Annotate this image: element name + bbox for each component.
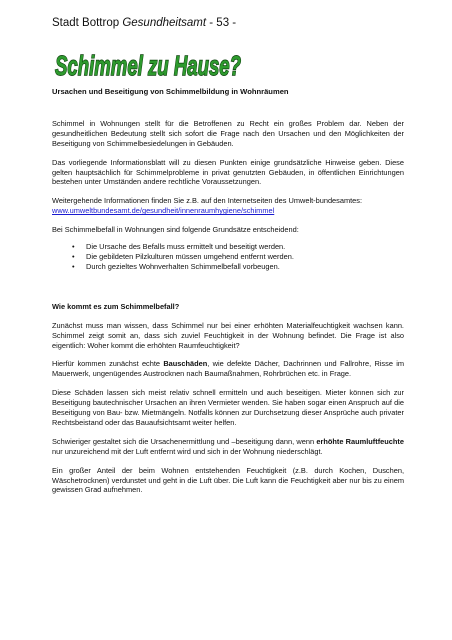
humidity-text-b: nur unzureichend mit der Luft entfernt wird und sich in der Wohnung niederschlägt. <box>52 446 323 456</box>
humidity-text-a: Schwieriger gestaltet sich die Ursachenermittlung und –beseitigung dann, wenn <box>52 436 317 446</box>
list-item: • Durch gezieltes Wohnverhalten Schimmelbefall vorbeugen. <box>52 262 404 272</box>
paragraph-info: Das vorliegende Informationsblatt will zu diesen Punkten einige grundsätzliche Hinweise geben. Diese gelten hauptsächlich für Schimmelprobleme in privat genutzten Gebäuden, in öffentlichen Einrichtungen bestehen unter Umständen andere rechtliche Voraussetzungen. <box>52 157 404 187</box>
paragraph-principles: Bei Schimmelbefall in Wohnungen sind folgende Grundsätze entscheidend: <box>52 225 299 235</box>
humidity-bold: erhöhte Raumluftfeuchte <box>316 436 404 446</box>
paragraph-repair: Diese Schäden lassen sich meist relativ schnell ermitteln und auch beseitigen. Mieter können sich zur Beseitigung bautechnischer Ursachen an ihren Vermieter wenden. Sie haben sogar einen Anspruch auf die Beseitigung von Bau- bzw. Mietmängeln. Notfalls können zur Durchsetzung dieser Ansprüche auch privater Rechtsbeistand oder das Bauaufsichtsamt weiter helfen. <box>52 388 404 427</box>
building-damage-text-a: Hierfür kommen zunächst echte <box>52 359 164 369</box>
paragraph-humidity <box>52 437 404 457</box>
header-department: Gesundheitsamt <box>122 17 207 29</box>
list-item: • Die Ursache des Befalls muss ermittelt und beseitigt werden. <box>52 242 404 252</box>
document-body <box>52 87 404 495</box>
paragraph-building-damage <box>52 359 404 379</box>
building-damage-text-b: , wie defekte Dächer, Dachrinnen und Fallrohre, Risse im Mauerwerk, ungenügendes Austrocknen nach Baumaßnahmen, Rohrbrüchen etc. in Frage. <box>52 359 405 379</box>
paragraph-further-info <box>52 196 404 216</box>
further-info-text: Weitergehende Informationen finden Sie z.B. auf den Internetseiten des Umwelt-bundesamtes: <box>52 196 363 206</box>
page-header <box>52 17 236 29</box>
paragraph-evaporation: Ein großer Anteil der beim Wohnen entstehenden Feuchtigkeit (z.B. durch Kochen, Duschen, Wäschetrocknen) verdunstet und geht in die Luft über. Die Luft kann die Feuchtigkeit aber nur bis zu einem gewissen Grad aufnehmen. <box>52 465 404 495</box>
header-page-number: - 53 - <box>209 17 237 29</box>
document-subtitle: Ursachen und Beseitigung von Schimmelbildung in Wohnräumen <box>52 87 289 96</box>
principles-list <box>52 242 404 272</box>
umweltbundesamt-link[interactable]: www.umweltbundesamt.de/gesundheit/innenraumhygiene/schimmel <box>52 206 275 216</box>
building-damage-bold: Bauschäden <box>163 359 208 369</box>
paragraph-moisture: Zunächst muss man wissen, dass Schimmel nur bei einer erhöhten Materialfeuchtigkeit wachsen kann. Schimmel zeigt somit an, dass sich zuviel Feuchtigkeit in der Wohnung befindet. Die Frage ist also eigentlich: Woher kommt die erhöhten Raumfeuchtigkeit? <box>52 320 404 350</box>
section-heading: Wie kommt es zum Schimmelbefall? <box>52 301 180 311</box>
list-item: • Die gebildeten Pilzkulturen müssen umgehend entfernt werden. <box>52 252 404 262</box>
paragraph-intro: Schimmel in Wohnungen stellt für die Betroffenen zu Recht ein großes Problem dar. Neben der gesundheitlichen Bedeutung stellt sich sofort die Frage nach den Ursachen und den Möglichkeiten der Beseitigung von Schimmelbesiedelungen in Gebäuden. <box>52 118 404 148</box>
header-city: Stadt Bottrop <box>52 17 120 29</box>
title-logo <box>53 46 243 82</box>
title-logo-text: Schimmel zu Hause? <box>55 50 241 81</box>
